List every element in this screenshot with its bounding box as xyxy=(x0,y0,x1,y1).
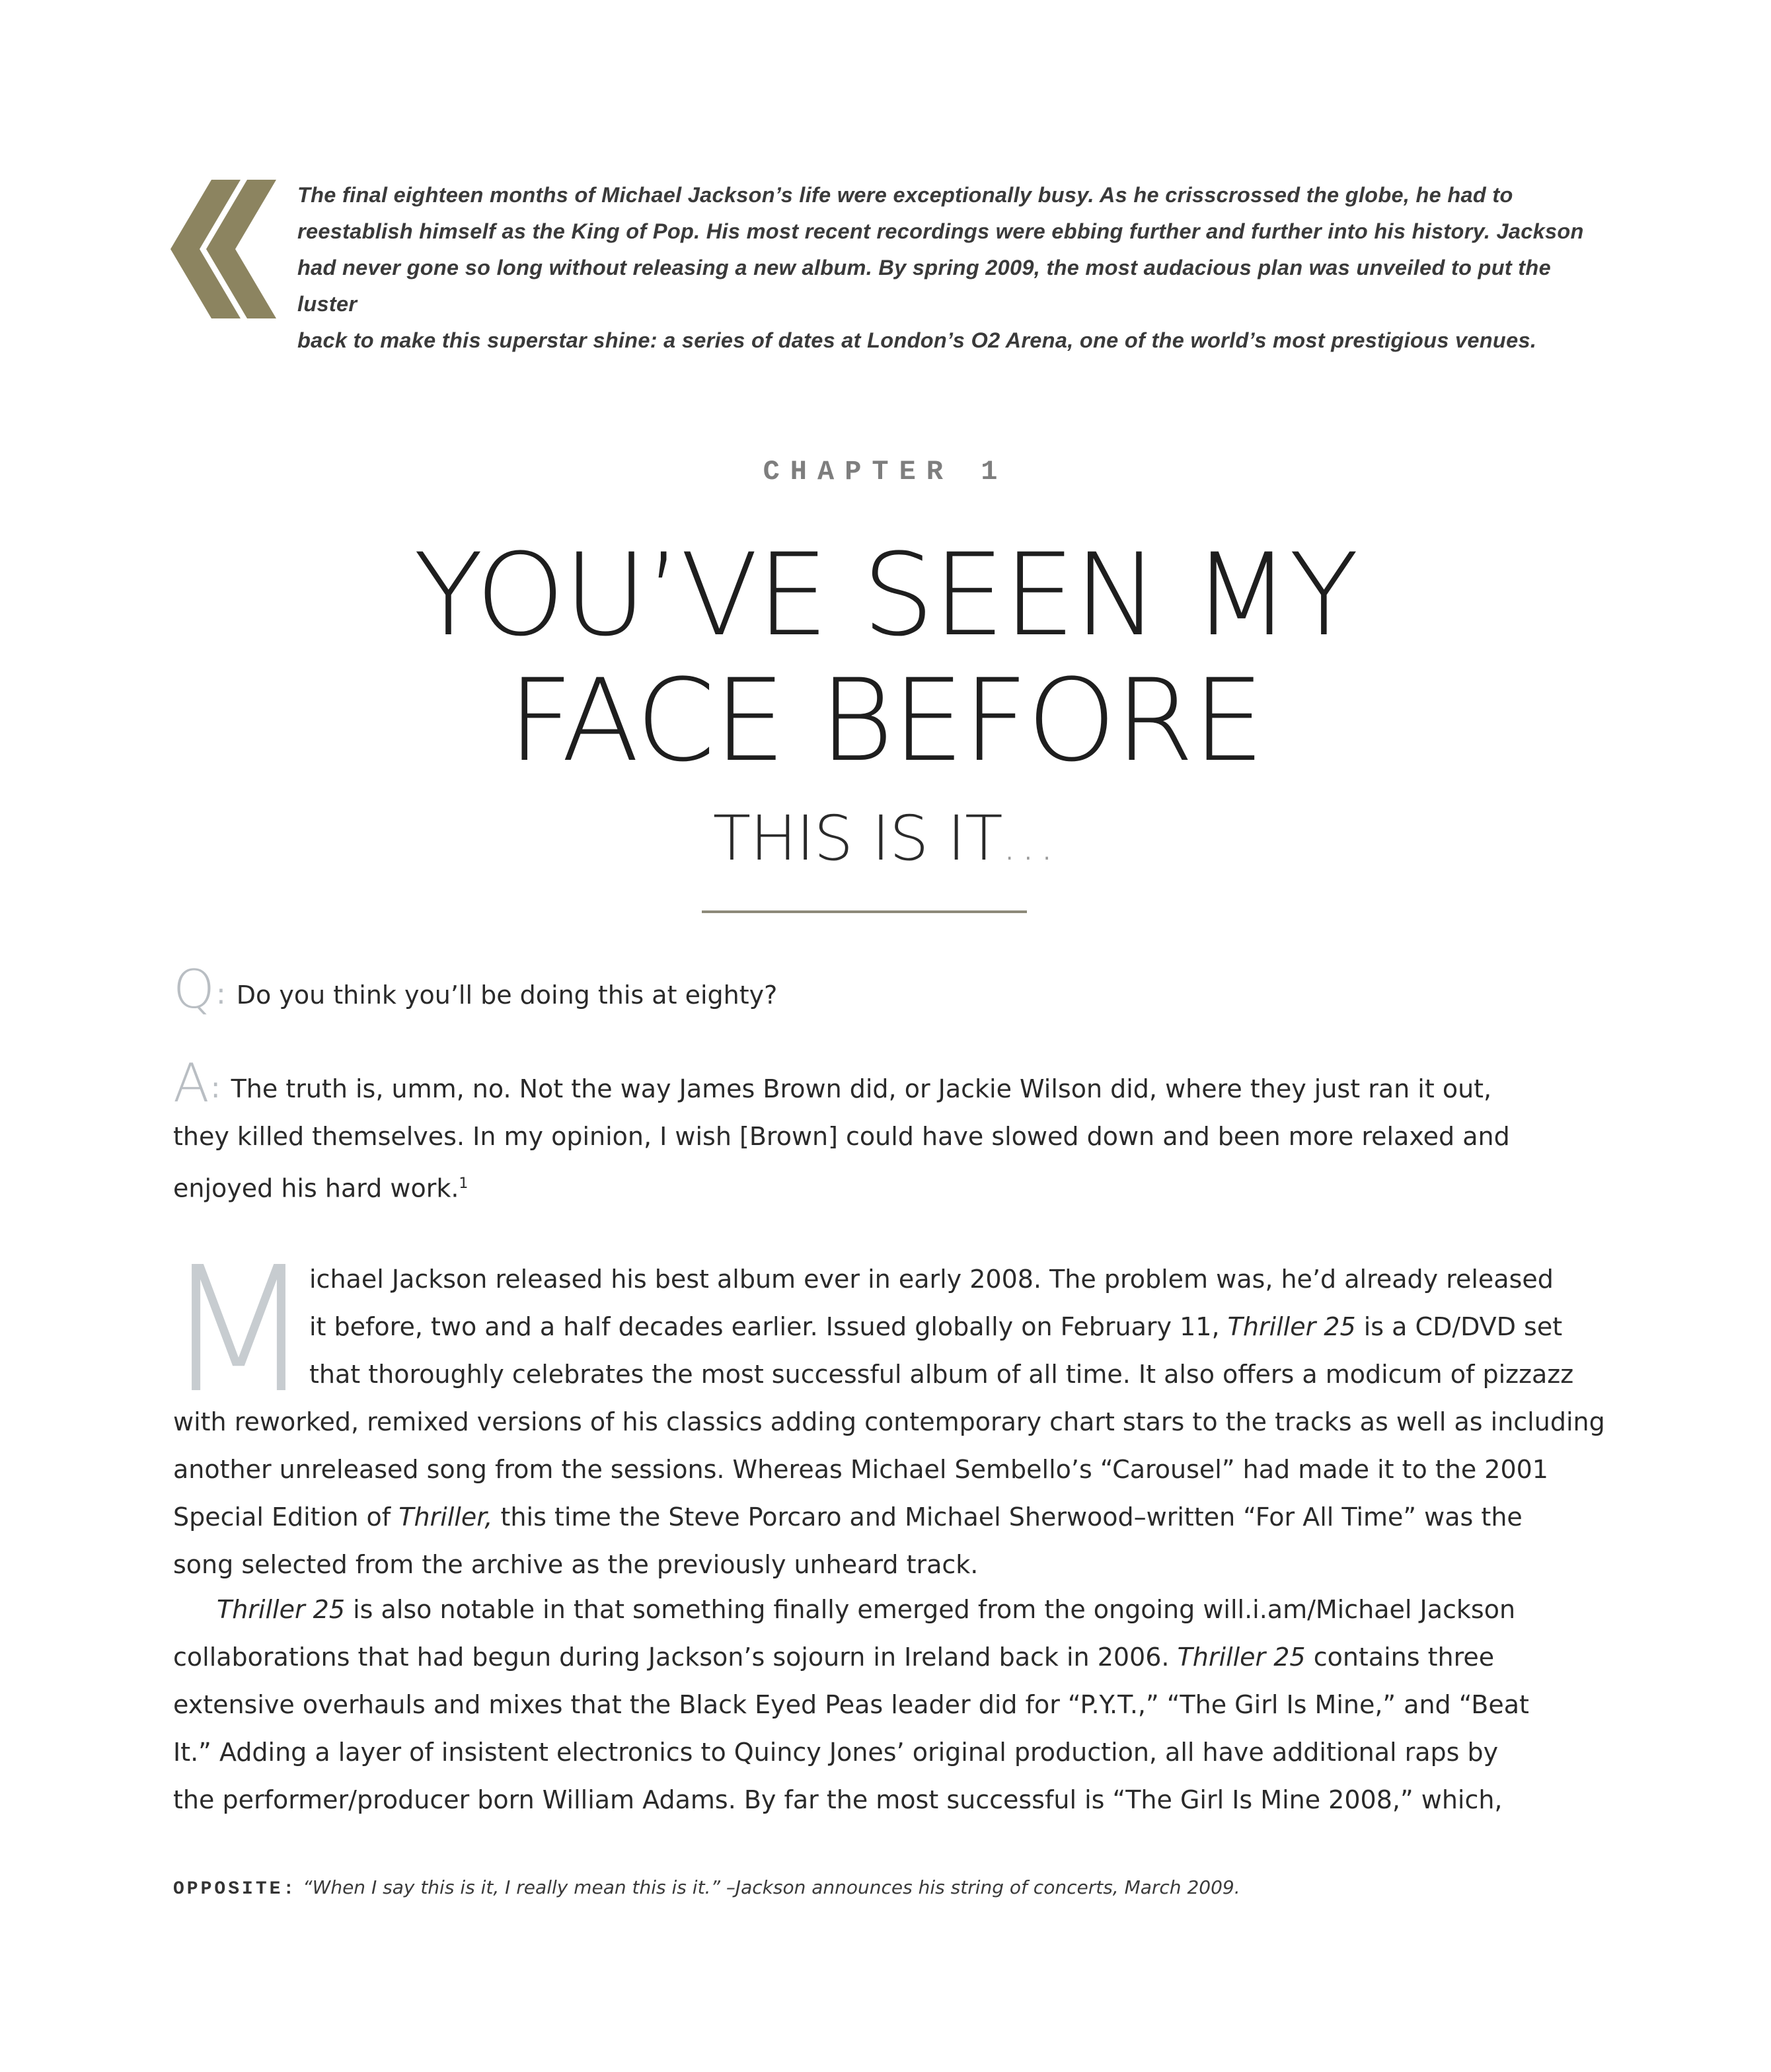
caption-label: OPPOSITE: xyxy=(173,1879,297,1900)
subtitle-ellipsis: ... xyxy=(1002,817,1059,871)
body-line: ichael Jackson released his best album ever in early 2008. The problem was, he’d already released xyxy=(309,1265,1554,1294)
body-line: Special Edition of Thriller, this time the Steve Porcaro and Michael Sherwood–written “For All Time” was the xyxy=(173,1502,1523,1532)
body-paragraph-2 xyxy=(173,1586,1594,1824)
body-line: that thoroughly celebrates the most successful album of all time. It also offers a modicum of pizzazz xyxy=(309,1360,1574,1389)
album-title: Thriller 25 xyxy=(217,1595,346,1624)
body-line: Thriller 25 is also notable in that something finally emerged from the ongoing will.i.am/Michael Jackson xyxy=(217,1595,1516,1624)
album-title: Thriller 25 xyxy=(1177,1643,1306,1672)
caption-text: “When I say this is it, I really mean this is it.” –Jackson announces his string of concerts, March 2009. xyxy=(297,1876,1240,1898)
body-line: it before, two and a half decades earlier. Issued globally on February 11, Thriller 25 is a CD/DVD set xyxy=(309,1312,1563,1341)
intro-line: The final eighteen months of Michael Jackson’s life were exceptionally busy. As he crisscrossed the globe, he had to xyxy=(297,183,1513,207)
album-title: Thriller 25 xyxy=(1227,1312,1356,1341)
question-text: Do you think you’ll be doing this at eighty? xyxy=(236,980,778,1010)
chapter-subtitle xyxy=(0,803,1771,875)
intro-paragraph xyxy=(297,177,1586,359)
chapter-title-line: FACE BEFORE xyxy=(508,654,1263,787)
answer-line: they killed themselves. In my opinion, I wish [Brown] could have slowed down and been more relaxed and xyxy=(173,1122,1510,1151)
answer-block xyxy=(173,1053,1594,1212)
photo-caption xyxy=(173,1876,1627,1900)
body-line: with reworked, remixed versions of his classics adding contemporary chart stars to the tracks as well as including xyxy=(173,1407,1605,1436)
answer-letter: A xyxy=(173,1053,209,1114)
answer-colon: : xyxy=(210,1071,221,1105)
body-line: another unreleased song from the sessions. Whereas Michael Sembello’s “Carousel” had made it to the 2001 xyxy=(173,1455,1548,1484)
album-title: Thriller, xyxy=(398,1502,493,1532)
answer-line: enjoyed his hard work. xyxy=(173,1173,459,1203)
chapter-title xyxy=(0,529,1771,787)
question-block xyxy=(173,959,1594,1020)
chapter-label: CHAPTER 1 xyxy=(763,456,1008,488)
intro-line: reestablish himself as the King of Pop. His most recent recordings were ebbing further and further into his history. Jackson xyxy=(297,219,1584,243)
chapter-title-line: YOU’VE SEEN MY xyxy=(414,529,1357,661)
subtitle-text: THIS IS IT xyxy=(712,803,1002,875)
body-line: It.” Adding a layer of insistent electronics to Quincy Jones’ original production, all have additional raps by xyxy=(173,1738,1499,1767)
drop-cap: M xyxy=(164,1230,314,1431)
question-colon: : xyxy=(215,977,226,1011)
question-letter: Q xyxy=(173,959,215,1020)
footnote-marker: 1 xyxy=(459,1175,469,1192)
intro-line: had never gone so long without releasing a new album. By spring 2009, the most audacious plan was unveiled to put the luster xyxy=(297,256,1551,316)
body-paragraph-1 xyxy=(173,1255,1605,1588)
intro-line: back to make this superstar shine: a series of dates at London’s O2 Arena, one of the world’s most prestigious venues. xyxy=(297,328,1537,352)
body-line: the performer/producer born William Adams. By far the most successful is “The Girl Is Mine 2008,” which, xyxy=(173,1785,1503,1814)
answer-line: The truth is, umm, no. Not the way James Brown did, or Jackie Wilson did, where they just ran it out, xyxy=(231,1074,1492,1103)
body-line: extensive overhauls and mixes that the Black Eyed Peas leader did for “P.Y.T.,” “The Girl Is Mine,” and “Beat xyxy=(173,1690,1529,1719)
body-line: collaborations that had begun during Jackson’s sojourn in Ireland back in 2006. Thriller 25 contains three xyxy=(173,1643,1495,1672)
quote-chevron-icon xyxy=(170,180,276,318)
body-line: song selected from the archive as the previously unheard track. xyxy=(173,1550,979,1579)
title-divider xyxy=(702,910,1027,913)
